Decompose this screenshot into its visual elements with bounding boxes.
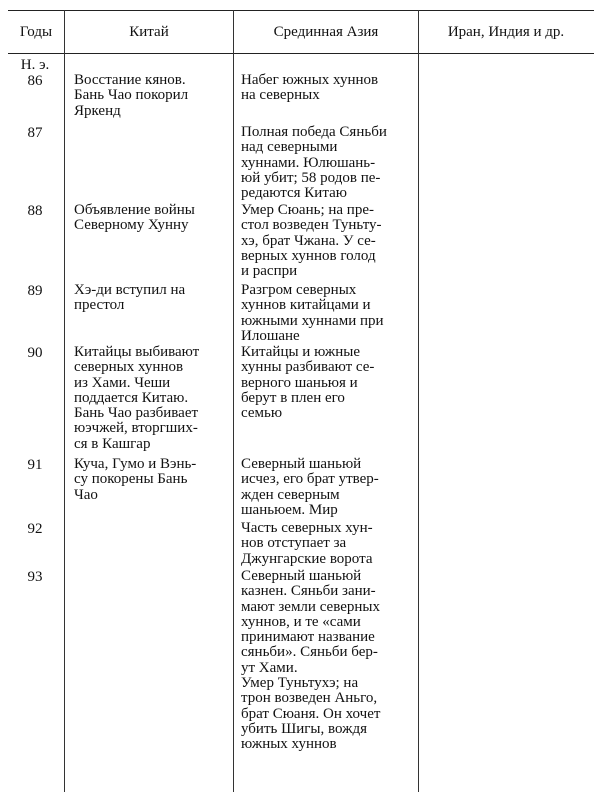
table-top-rule	[8, 10, 594, 11]
row-china-90: Китайцы выбивают северных хуннов из Хами. Чеши поддается Китаю. Бань Чао разбивает юэчжей, вторгших- ся в Кашгар	[74, 344, 200, 452]
header-asia: Срединная Азия	[273, 24, 379, 40]
row-china-86: Восстание кянов. Бань Чао покорил Яркенд	[74, 72, 189, 119]
row-asia-92: Часть северных хун- нов отступает за Джунгарские ворота	[241, 520, 373, 567]
row-asia-90: Китайцы и южные хунны разбивают се- верного шаньюя и берут в плен его семью	[241, 344, 375, 422]
row-china-89: Хэ-ди вступил на престол	[74, 282, 186, 314]
column-divider-asia	[418, 10, 419, 792]
header-bottom-rule	[8, 53, 594, 54]
header-china: Китай	[129, 24, 169, 40]
row-asia-86: Набег южных хуннов на северных	[241, 72, 379, 104]
row-china-91: Куча, Гумо и Вэнь- су покорены Бань Чао	[74, 456, 197, 503]
era-label: Н. э.	[20, 57, 50, 73]
row-year-87: 87	[27, 125, 43, 141]
row-asia-93: Северный шаньюй казнен. Сяньби зани- мают земли северных хуннов, и те «сами принимают название сяньби». Сяньби бер- ут Хами. Умер Туньтухэ; на трон возведен Аньго, брат Сюаня. Он хочет убить Шигы, вождя южных хуннов	[241, 568, 381, 753]
header-iran: Иран, Индия и др.	[447, 24, 565, 40]
header-years: Годы	[19, 24, 53, 40]
row-asia-87: Полная победа Сяньби над северными хуннами. Юлюшань- юй убит; 58 родов пе- редаются Китаю	[241, 124, 387, 202]
column-divider-years	[64, 10, 65, 792]
row-asia-88: Умер Сюань; на пре- стол возведен Туньту- хэ, брат Чжана. У се- верных хуннов голод и распри	[241, 202, 382, 280]
row-year-92: 92	[27, 521, 43, 537]
row-year-88: 88	[27, 203, 43, 219]
row-year-86: 86	[27, 73, 43, 89]
row-year-90: 90	[27, 345, 43, 361]
row-year-93: 93	[27, 569, 43, 585]
row-year-89: 89	[27, 283, 43, 299]
row-china-88: Объявление войны Северному Хунну	[74, 202, 195, 234]
row-asia-91: Северный шаньюй исчез, его брат утвер- жден северным шаньюем. Мир	[241, 456, 379, 518]
row-year-91: 91	[27, 457, 43, 473]
row-asia-89: Разгром северных хуннов китайцами и южными хуннами при Илошане	[241, 282, 384, 344]
